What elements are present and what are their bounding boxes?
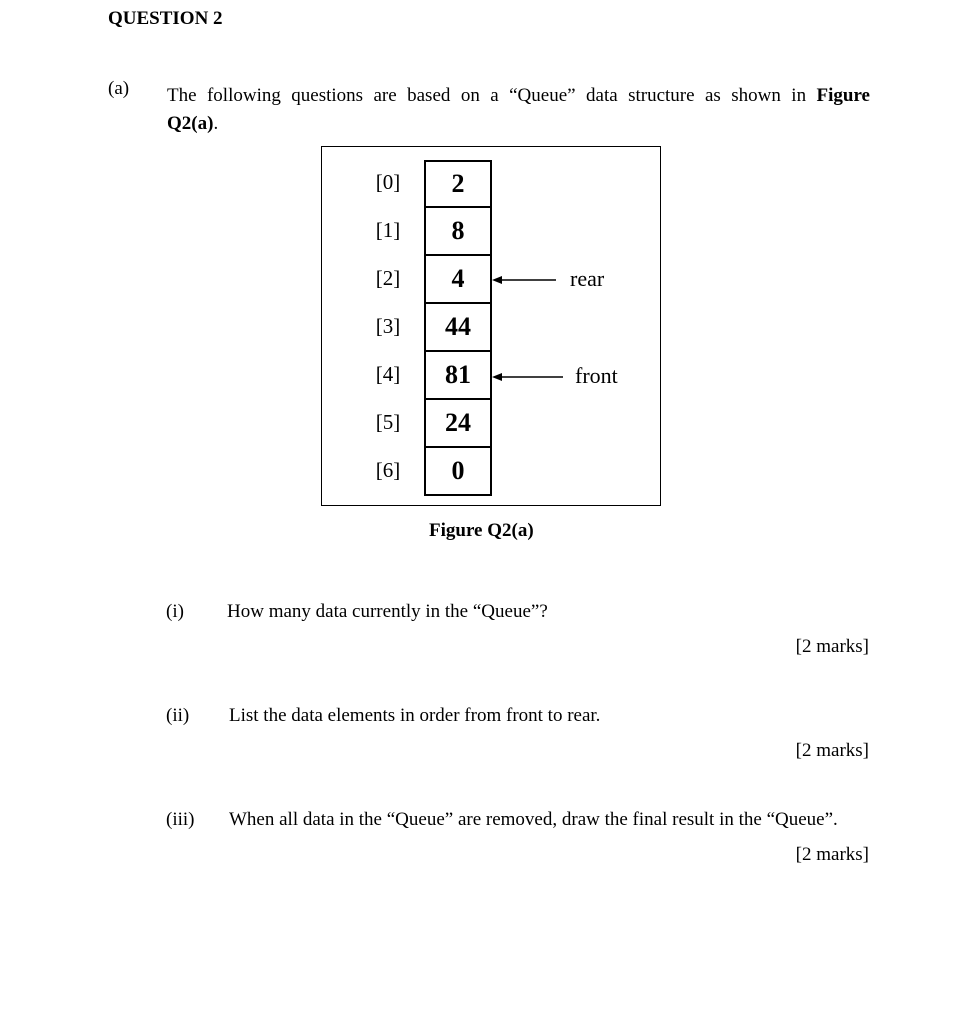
rear-label: rear (570, 266, 605, 291)
array-cell: 81 (424, 352, 492, 400)
array-index: [1] (375, 218, 401, 242)
array-cell: 24 (424, 400, 492, 448)
array-index: [6] (375, 458, 401, 482)
part-a-figure-ref: Figure (816, 85, 870, 106)
question-title: QUESTION 2 (108, 8, 223, 29)
part-a-figure-ref-id: Q2(a) (167, 113, 214, 134)
subquestion-text: How many data currently in the “Queue”? (227, 601, 548, 622)
array-index: [5] (375, 410, 401, 434)
array-cell: 4 (424, 256, 492, 304)
array-cell: 0 (424, 448, 492, 496)
array-index: [0] (375, 170, 401, 194)
array-cell: 44 (424, 304, 492, 352)
part-a-label: (a) (108, 78, 130, 99)
subquestion-label: (iii) (166, 809, 195, 830)
subquestion-text: List the data elements in order from front to rear. (229, 705, 601, 726)
part-a-text-body: The following questions are based on a “Queue” data structure as shown in (167, 85, 807, 106)
figure-caption: Figure Q2(a) (429, 520, 534, 541)
part-a-ref-suffix: . (213, 113, 219, 134)
array-cell: 2 (424, 160, 492, 208)
marks-label: [2 marks] (795, 636, 869, 657)
subquestion-label: (i) (166, 601, 184, 622)
subquestion-text: When all data in the “Queue” are removed, draw the final result in the “Queue”. (229, 809, 838, 830)
array-index: [4] (375, 362, 401, 386)
array-cell: 8 (424, 208, 492, 256)
front-label: front (575, 363, 618, 388)
subquestion-label: (ii) (166, 705, 190, 726)
array-index: [2] (375, 266, 401, 290)
part-a-text (167, 78, 870, 113)
marks-label: [2 marks] (795, 740, 869, 761)
array-index: [3] (375, 314, 401, 338)
part-a-ref-line (167, 113, 218, 135)
marks-label: [2 marks] (795, 844, 869, 865)
